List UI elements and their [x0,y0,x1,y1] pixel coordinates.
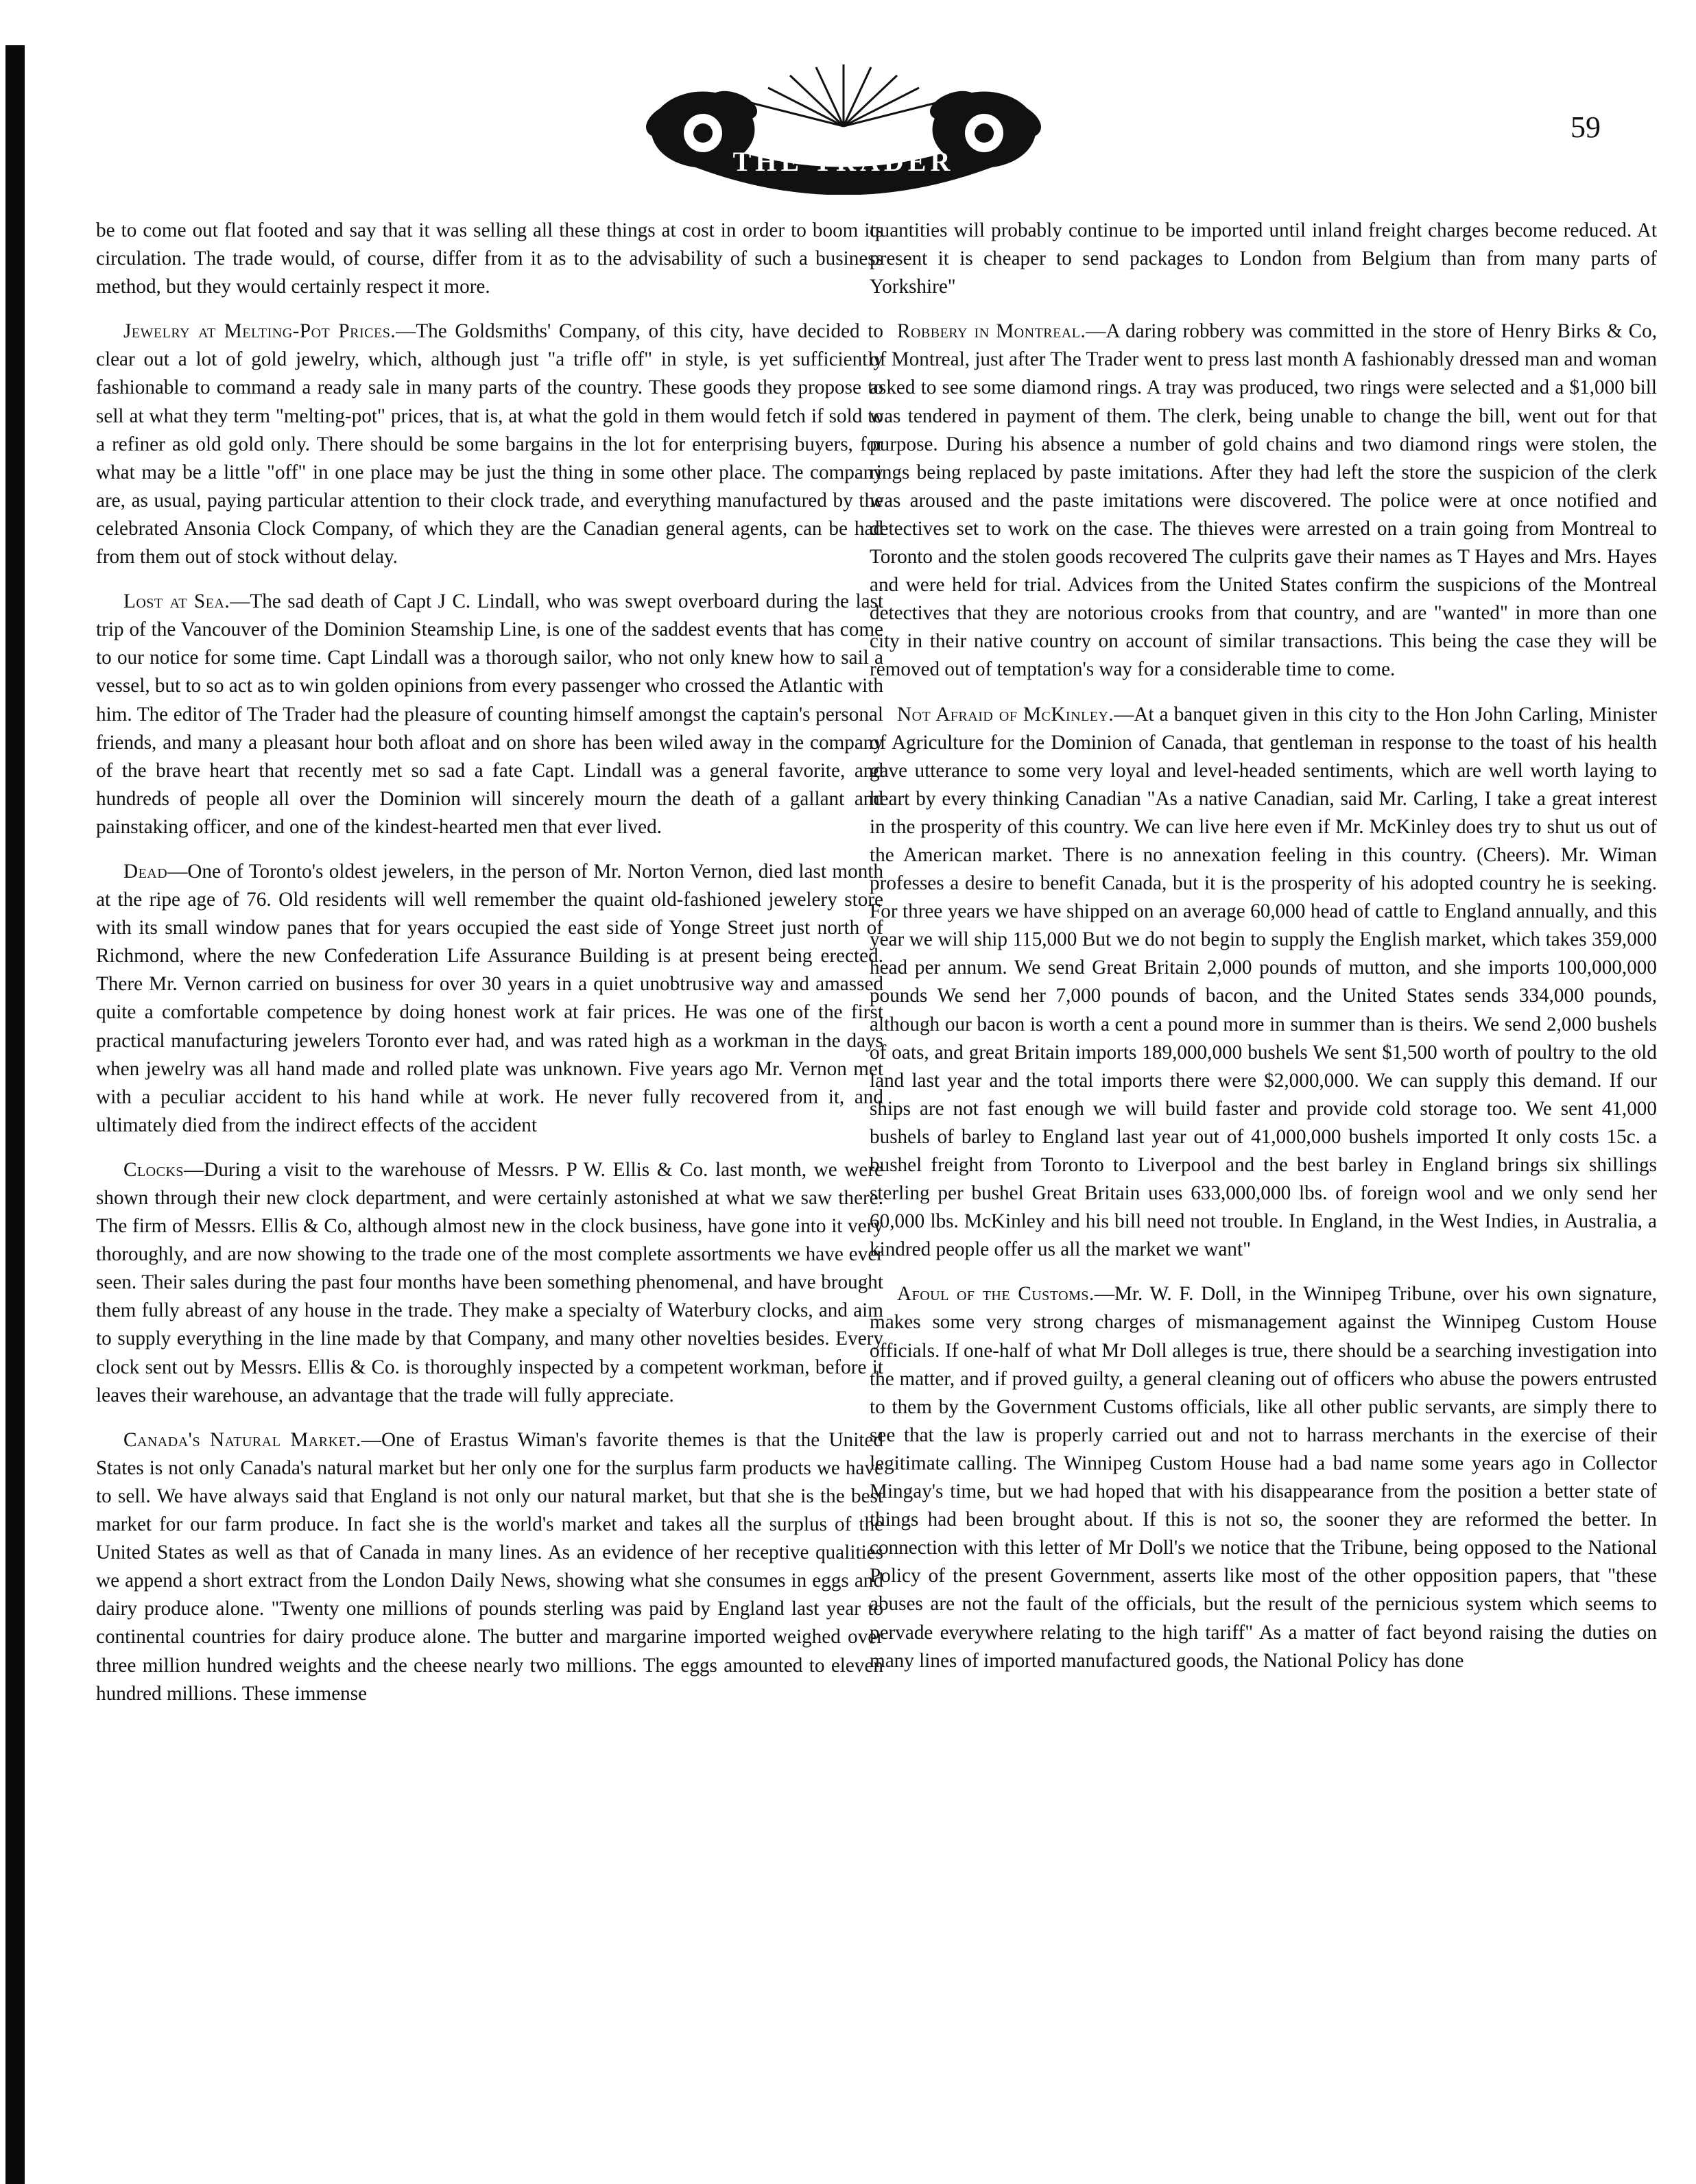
article-jewelry-melting-pot [96,317,883,571]
article-heading: Lost at Sea. [123,590,230,613]
article-heading: Robbery in Montreal. [897,320,1086,343]
right-column [870,217,1657,1675]
article-heading: Clocks [123,1158,184,1181]
article-heading: Dead [123,860,168,883]
article-body: —One of Toronto's oldest jewelers, in the person of Mr. Norton Vernon, died last month at the ripe age of 76. Old residents will well remember the quaint old-fashioned jewelery store with its small window panes that for years occupied the east side of Yonge Street just north of Richmond, where the new Confederation Life Assurance Building is at present being erected. There Mr. Vernon carried on business for over 30 years in a quiet unobtrusive way and amassed quite a comfortable competence by doing honest work at fair prices. He was one of the first practical manufacturing jewelers Toronto ever had, and was rated high as a workman in the days when jewelry was all hand made and rolled plate was unknown. Five years ago Mr. Vernon met with a peculiar accident to his hand while at work. He never fully recovered from it, and ultimately died from the indirect effects of the accident [96,860,883,1136]
article-afoul-of-the-customs [870,1280,1657,1675]
left-column [96,217,883,1708]
masthead-title: THE TRADER [732,146,955,177]
article-heading: Canada's Natural Market. [123,1428,361,1451]
page-binding-edge [5,45,25,2184]
article-heading: Jewelry at Melting-Pot Prices. [123,320,396,343]
article-heading: Not Afraid of McKinley. [897,703,1114,725]
article-continuation: quantities will probably continue to be imported until inland freight charges become reduced. At present it is cheaper to send packages to London from Belgium than from many parts of Yorkshire" [870,219,1657,298]
article-body: —The sad death of Capt J C. Lindall, who was swept overboard during the last trip of the Vancouver of the Dominion Steamship Line, is one of the saddest events that has come to our notice for some time. Capt Lindall was a thorough sailor, who not only knew how to sail a vessel, but to so act as to win golden opinions from every passenger who crossed the Atlantic with him. The editor of The Trader had the pleasure of counting himself amongst the captain's personal friends, and many a pleasant hour both afloat and on shore has been wiled away in the company of the brave heart that recently met so sad a fate Capt. Lindall was a general favorite, and hundreds of people all over the Dominion will sincerely mourn the death of a gallant and painstaking officer, and one of the kindest-hearted men that ever lived. [96,590,883,838]
article-lost-at-sea [96,588,883,841]
article-not-afraid-of-mckinley [870,701,1657,1264]
article-heading: Afoul of the Customs. [897,1283,1095,1306]
article-continuation: be to come out flat footed and say that it was selling all these things at cost in order to boom its circulation. The trade would, of course, differ from it as to the advisability of such a business method, but they would certainly respect it more. [96,219,883,298]
page-number: 59 [1570,110,1601,144]
masthead-logo [638,58,1049,195]
article-body: —The Goldsmiths' Company, of this city, have decided to clear out a lot of gold jewelry, which, although just "a trifle off" in style, is yet sufficiently fashionable to command a ready sale in many parts of the country. These goods they propose to sell at what they term "melting-pot" prices, that is, at what the gold in them would fetch if sold to a refiner as old gold only. There should be some bargains in the lot for enterprising buyers, for what may be a little "off" in one place may be just the thing in some other place. The company are, as usual, paying particular attention to their clock trade, and everything manufactured by the celebrated Ansonia Clock Company, of which they are the Canadian general agents, can be had from them out of stock without delay. [96,320,883,568]
article-body: —At a banquet given in this city to the Hon John Carling, Minister of Agriculture for the Dominion of Canada, that gentleman in response to the toast of his health gave utterance to some very loyal and level-headed sentiments, which are well worth laying to heart by every thinking Canadian "As a native Canadian, said Mr. Carling, I take a great interest in the prosperity of this country. We can live here even if Mr. McKinley does try to shut us out of the American market. There is no annexation feeling in this country. (Cheers). Mr. Wiman professes a desire to benefit Canada, but it is the prosperity of his adopted country he is seeking. For three years we have shipped on an average 60,000 head of cattle to England annually, and this year we will ship 115,000 But we do not begin to supply the English market, which takes 359,000 head per annum. We send Great Britain 2,000 pounds of mutton, and she imports 100,000,000 pounds We send her 7,000 pounds of bacon, and the United States sends 334,000 pounds, although our bacon is worth a cent a pound more in summer than is theirs. We send 2,000 bushels of oats, and great Britain imports 189,000,000 bushels We sent $1,500 worth of poultry to the old land last year and the total imports there were $2,000,000. We can supply this demand. If our ships are not fast enough we will build faster and provide cold storage too. We sent 41,000 bushels of barley to England last year out of 41,000,000 bushels imported It only costs 15c. a bushel freight from Toronto to Liverpool and the best barley in England brings six shillings sterling per bushel Great Britain uses 633,000,000 lbs. of foreign wool and we only send her 60,000 lbs. McKinley and his bill need not trouble. In England, in the West Indies, in Australia, a kindred people offer us all the market we want" [870,703,1657,1261]
article-robbery-in-montreal [870,317,1657,684]
article-body: —Mr. W. F. Doll, in the Winnipeg Tribune, over his own signature, makes some very strong charges of mismanagement against the Winnipeg Custom House officials. If one-half of what Mr Doll alleges is true, there should be a searching investigation into the matter, and if proved guilty, a general cleaning out of officers who abuse the powers entrusted to them by the Government Customs officials, like all other public servants, are simply there to see that the law is properly carried out and not to harrass merchants in the exercise of their legitimate calling. The Winnipeg Custom House had a bad name some years ago in Collector Mingay's time, but we had hoped that with his disappearance from the position a better state of things had been brought about. If this is not so, the sooner they are reformed the better. In connection with this letter of Mr Doll's we notice that the Tribune, being opposed to the National Policy of the present Government, asserts like most of the other opposition papers, that "these abuses are not the fault of the officials, but the result of the pernicious system which seems to pervade everywhere relating to the high tariff" As a matter of fact beyond raising the duties on many lines of imported manufactured goods, the National Policy has done [870,1283,1657,1672]
article-body: —During a visit to the warehouse of Messrs. P W. Ellis & Co. last month, we were shown through their new clock department, and were certainly astonished at what we saw there. The firm of Messrs. Ellis & Co, although almost new in the clock business, have gone into it very thoroughly, and are now showing to the trade one of the most complete assortments we have ever seen. Their sales during the past four months have been something phenomenal, and have brought them fully abreast of any house in the trade. They make a specialty of Waterbury clocks, and aim to supply everything in the line made by that Company, and many other novelties besides. Every clock sent out by Messrs. Ellis & Co. is thoroughly inspected by a competent workman, before it leaves their warehouse, an advantage that the trade will fully appreciate. [96,1158,883,1406]
article-body: —One of Erastus Wiman's favorite themes is that the United States is not only Canada's natural market but her only one for the surplus farm products we have to sell. We have always said that England is not only our natural market, but that she is the best market for our farm produce. In fact she is the world's market and takes all the surplus of the United States as well as that of Canada in many lines. As an evidence of her receptive qualities we append a short extract from the London Daily News, showing what she consumes in eggs and dairy produce alone. "Twenty one millions of pounds sterling was paid by England last year to continental countries for dairy produce alone. The butter and margarine imported weighed over three million hundred weights and the cheese nearly two millions. The eggs amounted to eleven hundred millions. These immense [96,1428,883,1705]
article-canadas-natural-market [96,1426,883,1708]
article-clocks [96,1156,883,1410]
article-dead [96,858,883,1140]
article-body: —A daring robbery was committed in the store of Henry Birks & Co, of Montreal, just after The Trader went to press last month A fashionably dressed man and woman asked to see some diamond rings. A tray was produced, two rings were selected and a $1,000 bill was tendered in payment of them. The clerk, being unable to change the bill, went out for that purpose. During his absence a number of gold chains and two diamond rings were stolen, the rings being replaced by paste imitations. After they had left the store the suspicion of the clerk was aroused and the paste imitations were discovered. The police were at once notified and detectives set to work on the case. The thieves were arrested on a train going from Montreal to Toronto and the stolen goods recovered The culprits gave their names as T Hayes and Mrs. Hayes and were held for trial. Advices from the United States confirm the suspicions of the Montreal detectives that they are notorious crooks from that country, and are "wanted" in more than one city in their native country on account of similar transactions. This being the case they will be removed out of temptation's way for a considerable time to come. [870,320,1657,681]
